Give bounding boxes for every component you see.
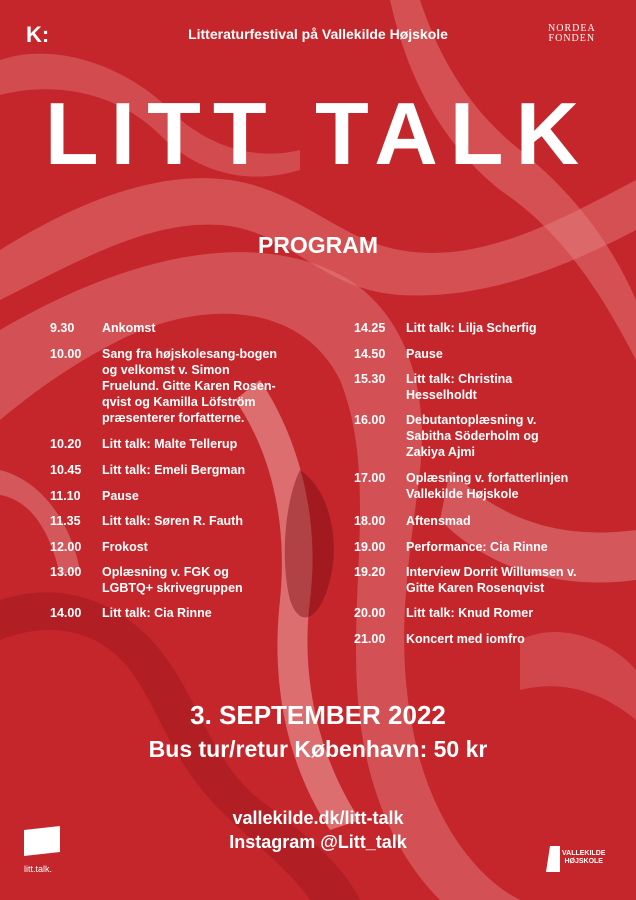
event-date: 3. SEPTEMBER 2022 [190, 700, 446, 730]
schedule-item [354, 564, 594, 598]
nordea-fonden-logo [548, 24, 596, 44]
schedule-desc: Koncert med iomfro [406, 632, 525, 646]
litt-talk-logo-text: litt.talk. [24, 864, 53, 874]
schedule-desc: Oplæsning v. FGK og LGBTQ+ skrivegruppen [102, 565, 243, 595]
schedule-time: 10.45 [50, 463, 82, 477]
schedule-desc: Litt talk: Christina Hesselholdt [406, 372, 513, 402]
schedule-desc: Interview Dorrit Willumsen v. Gitte Karen Rosenqvist [406, 565, 577, 595]
bus-info: Bus tur/retur København: 50 kr [148, 736, 488, 762]
schedule-desc: Aftensmad [406, 514, 471, 528]
schedule-time: 14.00 [50, 606, 82, 620]
schedule-desc: Debutantoplæsning v. Sabitha Söderholm og Zakiya Ajmi [406, 413, 539, 459]
schedule-item [50, 488, 290, 506]
schedule-item [354, 513, 594, 531]
schedule-item [50, 346, 290, 426]
schedule-desc: Oplæsning v. forfatterlinjen Vallekilde Højskole [406, 471, 569, 501]
schedule-item [50, 462, 290, 480]
schedule-time: 11.10 [50, 489, 81, 503]
schedule-time: 14.25 [354, 321, 386, 335]
schedule-time: 9.30 [50, 321, 75, 335]
schedule-desc: Litt talk: Cia Rinne [102, 606, 212, 620]
vallekilde-hojskole-logo [562, 850, 605, 866]
schedule-desc: Sang fra højskolesang-bogen og velkomst v. Simon Fruelund. Gitte Karen Rosen-qvist og Kamilla Löfström præsenterer forfatterne. [102, 347, 278, 425]
instagram-link[interactable]: Instagram @Litt_talk [229, 832, 407, 852]
schedule-time: 20.00 [354, 606, 386, 620]
schedule-item [50, 605, 290, 623]
schedule-item [354, 346, 594, 364]
schedule-time: 10.00 [50, 347, 82, 361]
schedule-item [354, 539, 594, 557]
vallekilde-hojskole-logo-icon [546, 846, 560, 872]
website-link[interactable]: vallekilde.dk/litt-talk [232, 808, 404, 828]
kunstfond-logo: K: [26, 22, 50, 47]
schedule-time: 10.20 [50, 437, 82, 451]
schedule-desc: Litt talk: Malte Tellerup [102, 437, 238, 451]
festival-subtitle: Litteraturfestival på Vallekilde Højskole [188, 26, 448, 42]
schedule-time: 15.30 [354, 372, 386, 386]
schedule-item [354, 605, 594, 623]
schedule-time: 13.00 [50, 565, 82, 579]
schedule-time: 11.35 [50, 514, 81, 528]
sponsor-line-2: FONDEN [548, 33, 596, 44]
schedule-item [354, 371, 594, 405]
schedule-desc: Pause [102, 489, 139, 503]
schedule-desc: Pause [406, 347, 443, 361]
schedule-time: 21.00 [354, 632, 386, 646]
schedule-time: 14.50 [354, 347, 386, 361]
schedule-item [354, 631, 594, 649]
litt-talk-logo-icon [24, 826, 60, 856]
schedule-time: 17.00 [354, 471, 386, 485]
page-title: LITT TALK [44, 84, 592, 183]
schedule-time: 19.20 [354, 565, 386, 579]
schedule-desc: Litt talk: Lilja Scherfig [406, 321, 537, 335]
schedule-item [50, 436, 290, 454]
schedule-desc: Ankomst [102, 321, 156, 335]
schedule-desc: Litt talk: Søren R. Fauth [102, 514, 243, 528]
schedule-item [354, 320, 594, 338]
program-heading: PROGRAM [257, 232, 379, 258]
schedule-item [50, 564, 290, 598]
schedule-time: 18.00 [354, 514, 386, 528]
schedule-time: 19.00 [354, 540, 386, 554]
sponsor-line-1: NORDEA [548, 23, 596, 34]
schedule-item [50, 539, 290, 557]
schedule-item [50, 513, 290, 531]
schedule-item [50, 320, 290, 338]
school-name-line-1: VALLEKILDE [562, 850, 606, 857]
schedule-item [354, 470, 594, 504]
schedule-desc: Performance: Cia Rinne [406, 540, 548, 554]
school-name-line-2: HØJSKOLE [564, 858, 603, 865]
schedule-desc: Frokost [102, 540, 148, 554]
schedule-desc: Litt talk: Knud Romer [406, 606, 534, 620]
schedule-time: 12.00 [50, 540, 82, 554]
schedule-item [354, 412, 594, 462]
schedule-desc: Litt talk: Emeli Bergman [102, 463, 246, 477]
schedule-time: 16.00 [354, 413, 386, 427]
